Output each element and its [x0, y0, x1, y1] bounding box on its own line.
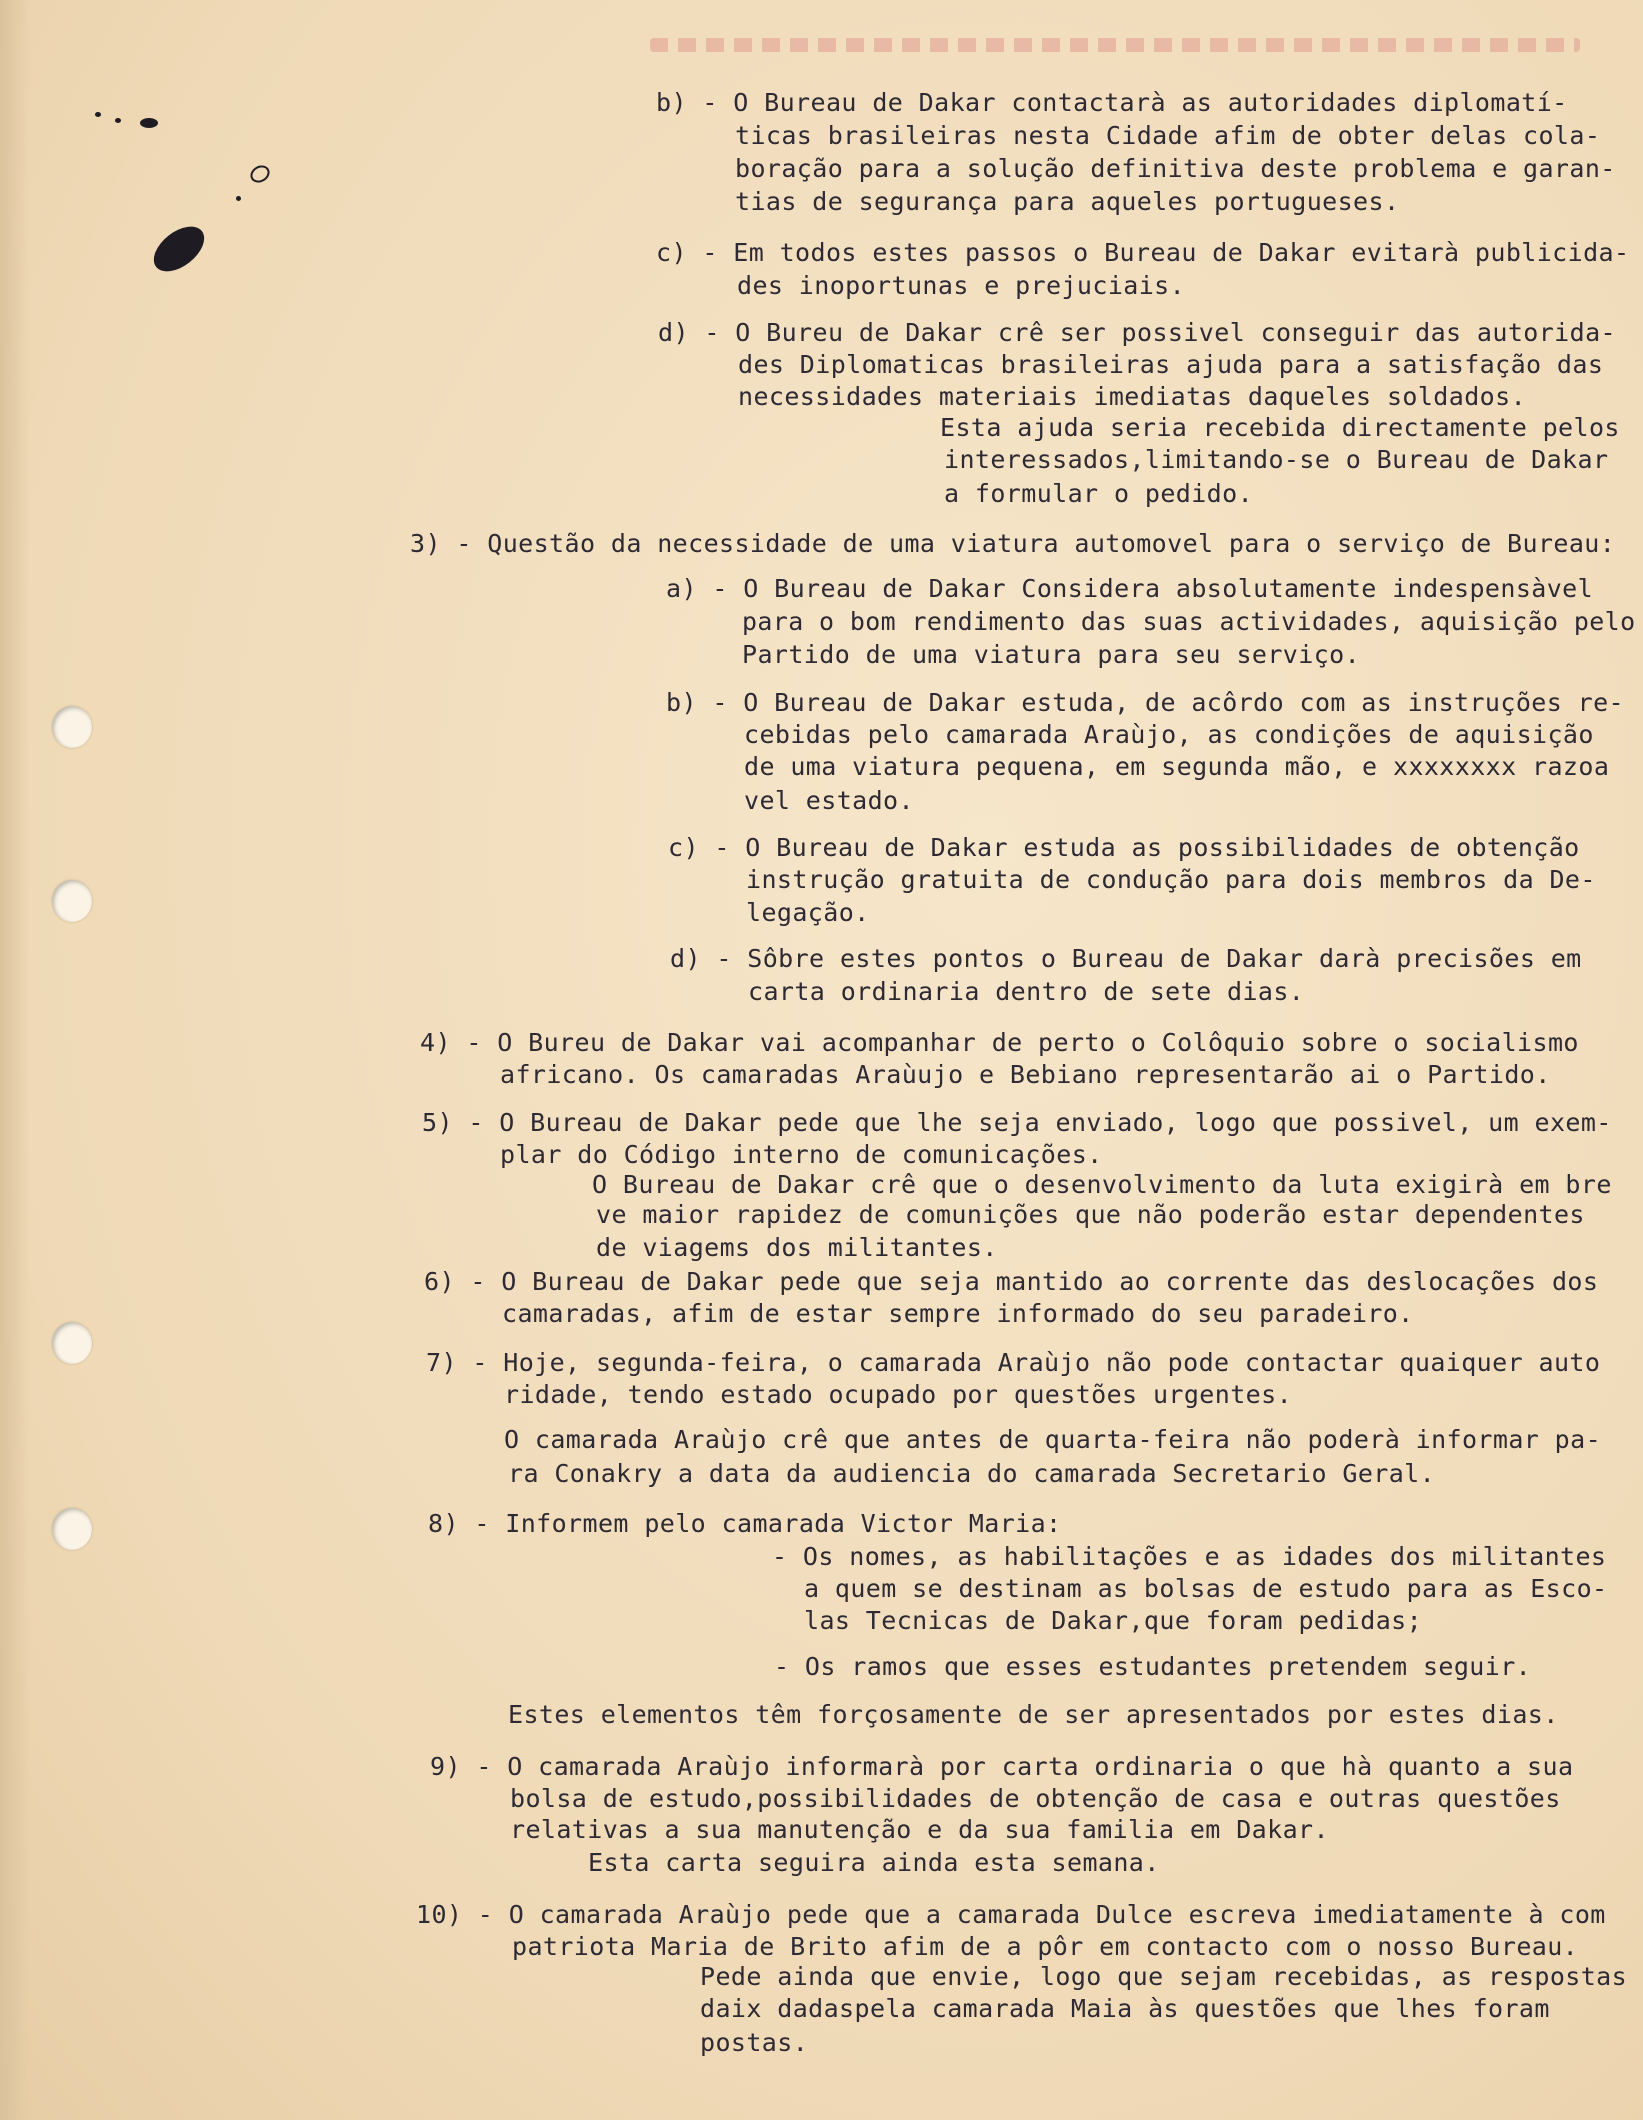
text-line: 10) - O camarada Araùjo pede que a camarada Dulce escreva imediatamente à com: [416, 1900, 1606, 1929]
text-line: - Os nomes, as habilitações e as idades dos militantes: [772, 1542, 1607, 1571]
text-line: d) - Sôbre estes pontos o Bureau de Dakar darà precisões em: [670, 944, 1582, 973]
text-line: 6) - O Bureau de Dakar pede que seja mantido ao corrente das deslocações dos: [424, 1267, 1599, 1296]
text-line: 7) - Hoje, segunda-feira, o camarada Araùjo não pode contactar quaiquer auto: [426, 1348, 1601, 1377]
text-line: Esta carta seguira ainda esta semana.: [588, 1848, 1160, 1877]
text-line: postas.: [700, 2028, 809, 2057]
text-line: camaradas, afim de estar sempre informado do seu paradeiro.: [502, 1299, 1414, 1328]
text-line: 8) - Informem pelo camarada Victor Maria:: [428, 1509, 1062, 1538]
text-line: de viagems dos militantes.: [596, 1233, 998, 1262]
faint-bleed-through-text: [650, 38, 1580, 52]
text-line: Partido de uma viatura para seu serviço.: [742, 640, 1361, 669]
text-line: las Tecnicas de Dakar,que foram pedidas;: [804, 1606, 1423, 1635]
text-line: ve maior rapidez de comunições que não poderão estar dependentes: [596, 1200, 1585, 1229]
text-line: instrução gratuita de condução para dois membros da De-: [746, 865, 1596, 894]
page-edge-shadow: [0, 0, 30, 2120]
text-line: para o bom rendimento das suas actividades, aquisição pelo: [742, 607, 1636, 636]
text-line: vel estado.: [744, 786, 914, 815]
text-line: legação.: [746, 898, 870, 927]
text-line: africano. Os camaradas Araùujo e Bebiano representarão ai o Partido.: [500, 1060, 1551, 1089]
text-line: O camarada Araùjo crê que antes de quarta-feira não poderà informar pa-: [504, 1425, 1602, 1454]
text-line: c) - Em todos estes passos o Bureau de Dakar evitarà publicida-: [656, 238, 1630, 267]
ink-speck: [95, 112, 101, 117]
text-line: b) - O Bureau de Dakar estuda, de acôrdo com as instruções re-: [666, 688, 1624, 717]
text-line: 5) - O Bureau de Dakar pede que lhe seja enviado, logo que possivel, um exem-: [422, 1108, 1612, 1137]
text-line: 9) - O camarada Araùjo informarà por carta ordinaria o que hà quanto a sua: [430, 1752, 1574, 1781]
text-line: O Bureau de Dakar crê que o desenvolvimento da luta exigirà em bre: [592, 1170, 1612, 1199]
text-line: c) - O Bureau de Dakar estuda as possibilidades de obtenção: [668, 833, 1580, 862]
text-line: cebidas pelo camarada Araùjo, as condições de aquisição: [744, 720, 1594, 749]
text-line: a quem se destinam as bolsas de estudo para as Esco-: [804, 1574, 1608, 1603]
punch-hole: [52, 1508, 92, 1550]
ink-speck: [140, 118, 158, 128]
text-line: 4) - O Bureu de Dakar vai acompanhar de perto o Colôquio sobre o socialismo: [420, 1028, 1579, 1057]
text-line: daix dadaspela camarada Maia às questões que lhes foram: [700, 1994, 1550, 2023]
text-line: Esta ajuda seria recebida directamente pelos: [940, 413, 1620, 442]
text-line: a formular o pedido.: [944, 479, 1254, 508]
punch-hole: [52, 706, 92, 748]
text-line: interessados,limitando-se o Bureau de Dakar: [944, 445, 1609, 474]
text-line: necessidades materiais imediatas daqueles soldados.: [738, 382, 1527, 411]
ink-ring: [247, 162, 272, 186]
text-line: patriota Maria de Brito afim de a pôr em contacto com o nosso Bureau.: [512, 1932, 1579, 1961]
ink-speck: [236, 196, 241, 201]
text-line: de uma viatura pequena, em segunda mão, e xxxxxxxx razoa: [744, 752, 1610, 781]
text-line: Estes elementos têm forçosamente de ser apresentados por estes dias.: [508, 1700, 1559, 1729]
ink-stain: [146, 218, 213, 281]
text-line: des Diplomaticas brasileiras ajuda para a satisfação das: [738, 350, 1604, 379]
text-line: Pede ainda que envie, logo que sejam recebidas, as respostas: [700, 1962, 1628, 1991]
text-line: ticas brasileiras nesta Cidade afim de obter delas cola-: [735, 121, 1601, 150]
text-line: a) - O Bureau de Dakar Considera absolutamente indespensàvel: [666, 574, 1594, 603]
punch-hole: [52, 1322, 92, 1364]
text-line: boração para a solução definitiva deste problema e garan-: [735, 154, 1616, 183]
text-line: bolsa de estudo,possibilidades de obtenção de casa e outras questões: [510, 1784, 1561, 1813]
ink-speck: [115, 118, 121, 123]
text-line: b) - O Bureau de Dakar contactarà as autoridades diplomatí-: [656, 88, 1568, 117]
text-line: 3) - Questão da necessidade de uma viatura automovel para o serviço de Bureau:: [410, 529, 1616, 558]
text-line: d) - O Bureu de Dakar crê ser possivel conseguir das autorida-: [658, 318, 1616, 347]
text-line: relativas a sua manutenção e da sua familia em Dakar.: [510, 1815, 1329, 1844]
text-line: plar do Código interno de comunicações.: [500, 1140, 1103, 1169]
text-line: carta ordinaria dentro de sete dias.: [748, 977, 1305, 1006]
text-line: tias de segurança para aqueles portugueses.: [735, 187, 1400, 216]
text-line: - Os ramos que esses estudantes pretendem seguir.: [774, 1652, 1532, 1681]
text-line: des inoportunas e prejuciais.: [737, 271, 1186, 300]
text-line: ridade, tendo estado ocupado por questões urgentes.: [504, 1380, 1293, 1409]
text-line: ra Conakry a data da audiencia do camarada Secretario Geral.: [508, 1459, 1436, 1488]
punch-hole: [52, 880, 92, 922]
